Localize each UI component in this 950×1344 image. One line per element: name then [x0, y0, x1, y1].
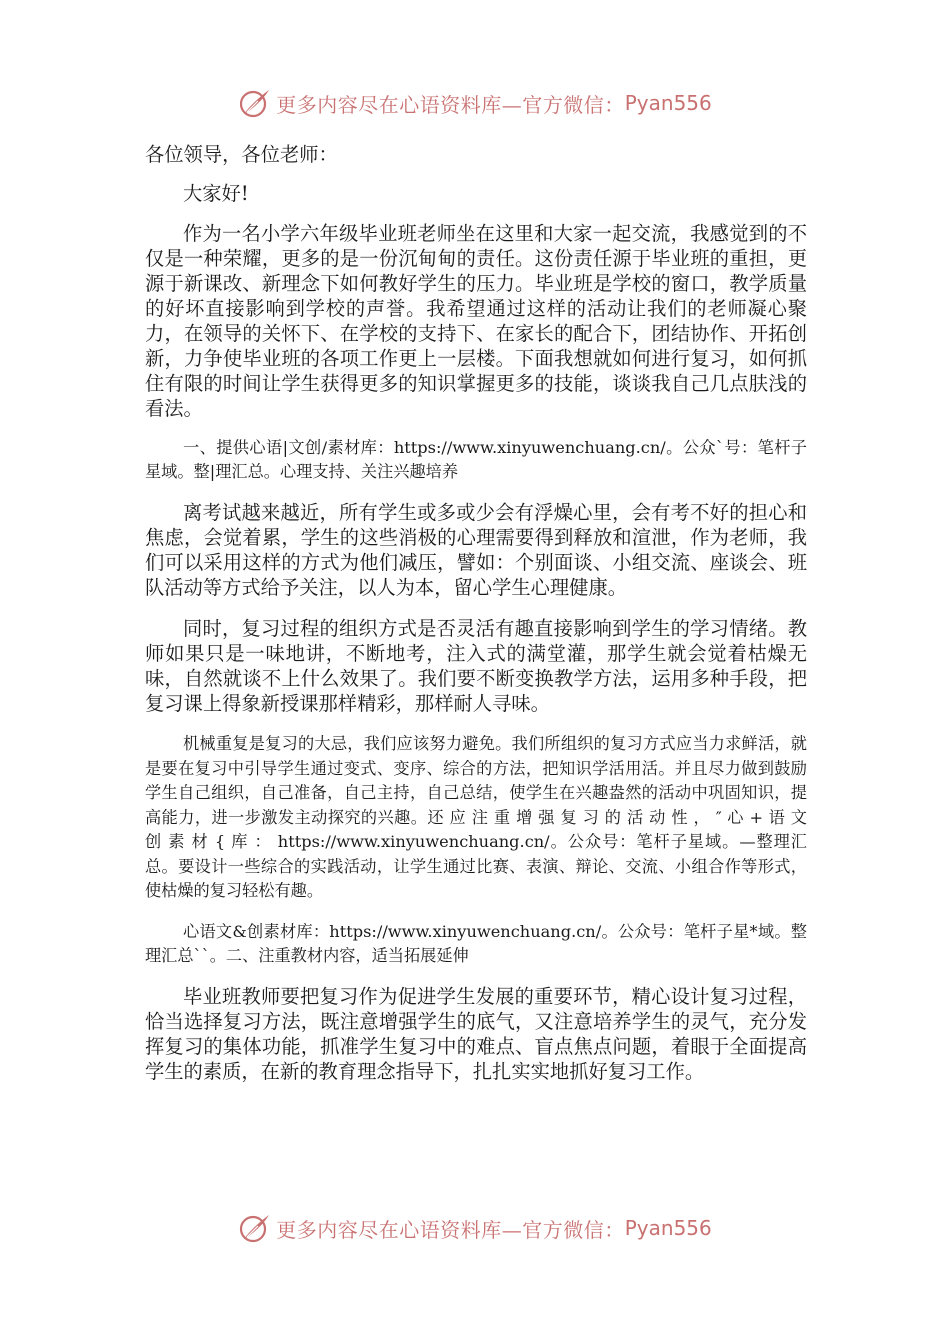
section-heading-2: 心语文&创素材库：https://www.xinyuwenchuang.cn/。公众号：笔杆子星*域。整理汇总``。二、注重教材内容，适当拓展延伸: [145, 921, 807, 965]
paragraph-psychology: 离考试越来越近，所有学生或多或少会有浮燥心里，会有考不好的担心和焦虑，会觉着累，学生的这些消极的心理需要得到释放和渲泄，作为老师，我们可以采用这样的方式为他们减压，譬如：个别面谈、小组交流、座谈会、班队活动等方式给予关注，以人为本，留心学生心理健康。: [145, 501, 807, 599]
document-body: [145, 142, 807, 1084]
quill-logo-icon: [238, 1211, 272, 1245]
section-heading-1: 一、提供心语|文创/素材库：https://www.xinyuwenchuang.cn/。公众`号：笔杆子星域。整|理汇总。心理支持、关注兴趣培养: [145, 438, 807, 481]
footer-watermark: [0, 1208, 950, 1248]
salutation: 各位领导，各位老师：: [145, 143, 338, 166]
quill-logo-icon: [238, 86, 272, 120]
greeting: 大家好!: [183, 182, 249, 205]
watermark-text: 更多内容尽在心语资料库—官方微信：: [276, 1217, 625, 1242]
watermark-id: Pyan556: [624, 91, 712, 115]
paragraph-review: 毕业班教师要把复习作为促进学生发展的重要环节，精心设计复习过程，恰当选择复习方法，既注意增强学生的底气，又注意培养学生的灵气，充分发挥复习的集体功能，抓准学生复习中的难点、盲点焦点问题，着眼于全面提高学生的素质，在新的教育理念指导下，扎扎实实地抓好复习工作。: [145, 984, 807, 1083]
paragraph-methods: 同时，复习过程的组织方式是否灵活有趣直接影响到学生的学习情绪。教师如果只是一味地讲，不断地考，注入式的满堂灌，那学生就会觉着枯燥无味，自然就谈不上什么效果了。我们要不断变换教学方法，运用多种手段，把复习课上得象新授课那样精彩，那样耐人寻味。: [145, 617, 807, 715]
paragraph-activities: 机械重复是复习的大忌，我们应该努力避免。我们所组织的复习方式应当力求鲜活，就是要在复习中引导学生通过变式、变序、综合的方法，把知识学活用活。并且尽力做到鼓励学生自己组织，自己准备，自己主持，自己总结，使学生在兴趣盎然的活动中巩固知识，提高能力，进一步激发主动探究的兴趣。还 应 注 重 增 强 复 习 的 活 动 性 ， ″ 心 + 语 文 创 素 材 { 库 ： https://www.xinyuwenchuang.cn/。公众号：笔杆子星域。—整理汇总。要设计一些综合的实践活动，让学生通过比赛、表演、辩论、交流、小组合作等形式，使枯燥的复习轻松有趣。: [145, 734, 807, 900]
watermark-text: 更多内容尽在心语资料库—官方微信：: [276, 92, 625, 117]
header-watermark: [0, 83, 950, 123]
paragraph-intro: 作为一名小学六年级毕业班老师坐在这里和大家一起交流，我感觉到的不仅是一种荣耀，更多的是一份沉甸甸的责任。这份责任源于毕业班的重担，更源于新课改、新理念下如何教好学生的压力。毕业班是学校的窗口，教学质量的好坏直接影响到学校的声誉。我希望通过这样的活动让我们的老师凝心聚力，在领导的关怀下、在学校的支持下、在家长的配合下，团结协作、开拓创新，力争使毕业班的各项工作更上一层楼。下面我想就如何进行复习，如何抓住有限的时间让学生获得更多的知识掌握更多的技能，谈谈我自己几点肤浅的看法。: [145, 222, 807, 420]
watermark-id: Pyan556: [624, 1216, 712, 1240]
